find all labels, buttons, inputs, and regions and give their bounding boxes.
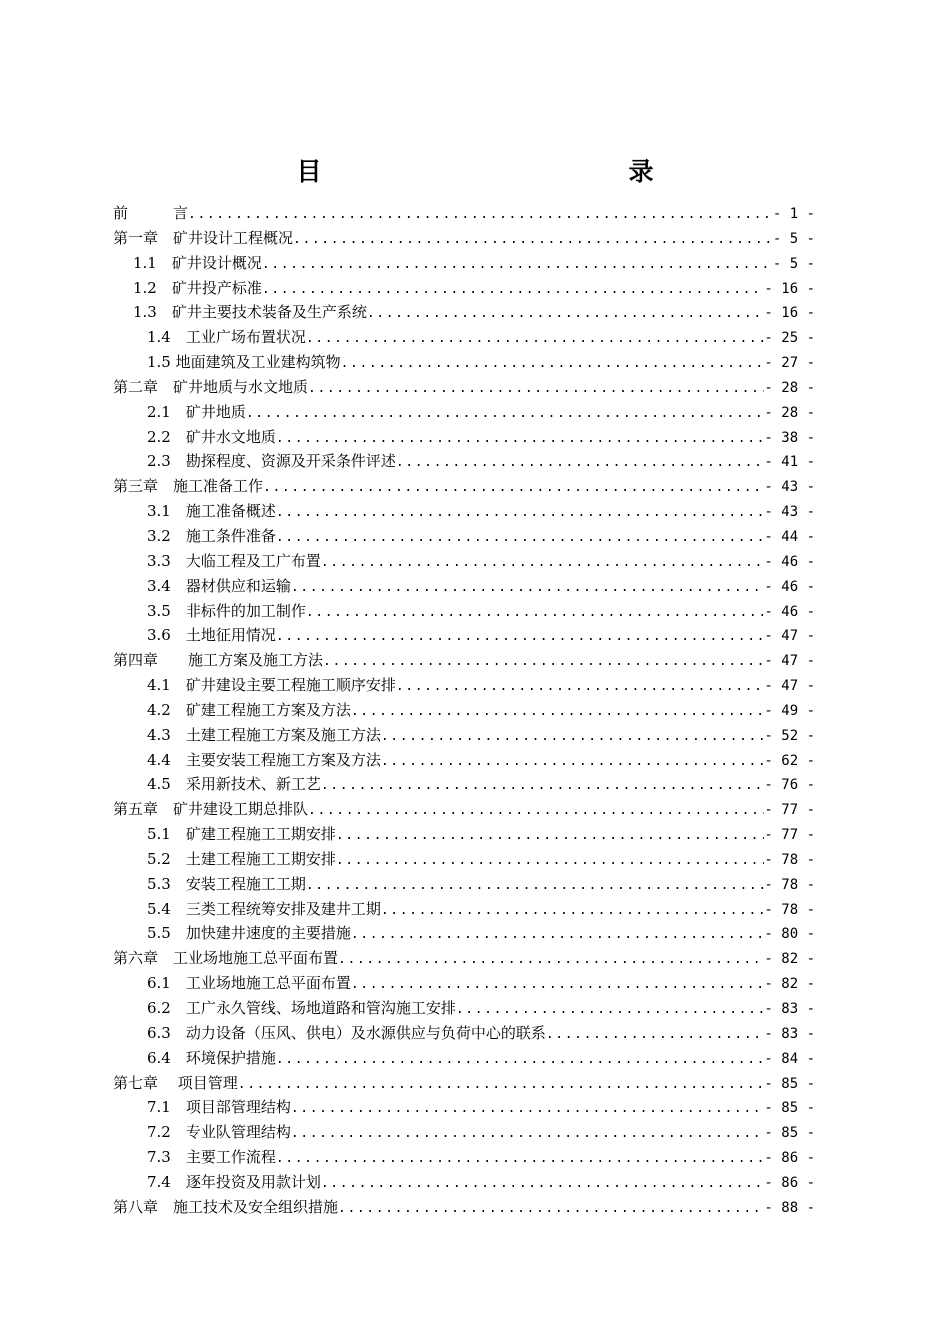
- toc-entry[interactable]: [113, 1095, 815, 1120]
- toc-entry[interactable]: [113, 499, 815, 524]
- dot-leader: [367, 302, 765, 327]
- toc-entry[interactable]: [113, 996, 815, 1021]
- toc-entry[interactable]: [113, 375, 815, 400]
- toc-entry-page-number: - 78 -: [764, 851, 815, 868]
- toc-entry-label: 5.2 土建工程施工工期安排: [147, 849, 336, 868]
- toc-entry-label: 2.2 矿井水文地质: [147, 427, 276, 446]
- toc-entry[interactable]: [113, 201, 815, 226]
- dot-leader: [456, 998, 765, 1023]
- toc-entry-label: 6.3 动力设备（压风、供电）及水源供应与负荷中心的联系: [147, 1023, 546, 1042]
- dot-leader: [306, 601, 765, 626]
- toc-entry[interactable]: [113, 524, 815, 549]
- toc-entry-label: 第二章 矿井地质与水文地质: [113, 377, 309, 396]
- dot-leader: [262, 253, 773, 278]
- toc-entry-label: 7.2 专业队管理结构: [147, 1123, 291, 1142]
- dot-leader: [381, 899, 765, 924]
- dot-leader: [276, 625, 765, 650]
- toc-entry-page-number: - 28 -: [764, 379, 815, 396]
- toc-entry-label: 7.4 逐年投资及用款计划: [147, 1172, 321, 1191]
- toc-entry[interactable]: [113, 648, 815, 673]
- toc-entry-page-number: - 85 -: [764, 1075, 815, 1092]
- toc-entry[interactable]: [113, 872, 815, 897]
- dot-leader: [351, 923, 765, 948]
- page-title: 目 录: [296, 157, 712, 186]
- toc-entry-page-number: - 83 -: [764, 1001, 815, 1017]
- toc-entry-page-number: - 27 -: [764, 355, 815, 372]
- dot-leader: [188, 203, 773, 228]
- toc-entry-label: 7.1 项目部管理结构: [147, 1098, 291, 1117]
- toc-entry[interactable]: [113, 772, 815, 797]
- dot-leader: [381, 725, 765, 750]
- dot-leader: [351, 973, 765, 998]
- toc-entry[interactable]: [113, 921, 815, 946]
- toc-entry[interactable]: [113, 1046, 815, 1071]
- dot-leader: [336, 849, 765, 874]
- toc-entry-page-number: - 38 -: [764, 429, 815, 446]
- toc-entry-label: 1.1 矿井设计概况: [133, 253, 262, 272]
- toc-entry-label: 4.5 采用新技术、新工艺: [147, 775, 321, 794]
- toc-entry-page-number: - 5 -: [772, 230, 815, 247]
- dot-leader: [291, 1097, 765, 1122]
- toc-entry-label: 2.1 矿井地质: [147, 402, 246, 421]
- toc-entry-page-number: - 88 -: [764, 1199, 815, 1216]
- toc-entry-page-number: - 80 -: [764, 926, 815, 943]
- toc-entry[interactable]: [113, 847, 815, 872]
- toc-entry-page-number: - 47 -: [764, 653, 815, 670]
- toc-entry-page-number: - 85 -: [764, 1125, 815, 1142]
- toc-entry[interactable]: [113, 971, 815, 996]
- toc-entry[interactable]: [113, 350, 815, 375]
- toc-entry-page-number: - 43 -: [764, 479, 815, 496]
- toc-entry[interactable]: [113, 300, 815, 325]
- dot-leader: [263, 476, 764, 501]
- dot-leader: [321, 1172, 765, 1197]
- toc-entry-page-number: - 47 -: [764, 628, 815, 645]
- dot-leader: [338, 948, 764, 973]
- toc-entry-page-number: - 16 -: [764, 280, 815, 297]
- dot-leader: [276, 1147, 765, 1172]
- toc-entry[interactable]: [113, 1195, 815, 1220]
- toc-entry[interactable]: [113, 673, 815, 698]
- toc-entry-page-number: - 46 -: [764, 578, 815, 595]
- toc-entry[interactable]: [113, 1120, 815, 1145]
- toc-entry-label: 4.3 土建工程施工方案及施工方法: [147, 725, 381, 744]
- toc-entry[interactable]: [113, 325, 815, 350]
- toc-entry-page-number: - 44 -: [764, 528, 815, 545]
- toc-entry[interactable]: [113, 1021, 815, 1046]
- toc-entry-page-number: - 85 -: [764, 1100, 815, 1117]
- table-of-contents: [113, 201, 815, 1220]
- dot-leader: [381, 750, 765, 775]
- dot-leader: [276, 501, 765, 526]
- toc-entry-page-number: - 78 -: [764, 876, 815, 893]
- toc-entry-label: 5.5 加快建井速度的主要措施: [147, 924, 351, 943]
- toc-entry-label: 1.4 工业广场布置状况: [147, 328, 306, 347]
- toc-entry-page-number: - 84 -: [764, 1050, 815, 1067]
- toc-entry[interactable]: [113, 797, 815, 822]
- toc-entry-label: 第三章 施工准备工作: [113, 477, 264, 496]
- toc-entry-label: 第五章 矿井建设工期总排队: [113, 800, 309, 819]
- toc-entry-page-number: - 78 -: [764, 901, 815, 918]
- toc-entry[interactable]: [113, 946, 815, 971]
- toc-entry-page-number: - 83 -: [764, 1025, 815, 1042]
- toc-entry-label: 1.3 矿井主要技术装备及生产系统: [133, 303, 367, 322]
- toc-entry-label: 3.4 器材供应和运输: [147, 576, 291, 595]
- dot-leader: [308, 799, 764, 824]
- toc-entry-page-number: - 28 -: [764, 404, 815, 421]
- toc-entry-label: 1.2 矿井投产标准: [133, 278, 262, 297]
- dot-leader: [293, 228, 773, 253]
- toc-entry-label: 3.5 非标件的加工制作: [147, 601, 306, 620]
- toc-entry[interactable]: [113, 449, 815, 474]
- dot-leader: [321, 551, 765, 576]
- toc-entry-label: 第八章 施工技术及安全组织措施: [113, 1197, 339, 1216]
- dot-leader: [323, 650, 764, 675]
- dot-leader: [291, 1122, 765, 1147]
- toc-entry-label: 4.1 矿井建设主要工程施工顺序安排: [147, 676, 396, 695]
- toc-entry-page-number: - 47 -: [764, 678, 815, 695]
- toc-entry-label: 4.4 主要安装工程施工方案及方法: [147, 750, 381, 769]
- toc-entry-label: 第一章 矿井设计工程概况: [113, 228, 294, 247]
- toc-entry-label: 4.2 矿建工程施工方案及方法: [147, 700, 351, 719]
- toc-entry-label: 1.5 地面建筑及工业建构筑物: [147, 353, 341, 372]
- toc-entry-page-number: - 86 -: [764, 1150, 815, 1167]
- toc-entry-label: 5.1 矿建工程施工工期安排: [147, 825, 336, 844]
- dot-leader: [262, 278, 765, 303]
- toc-entry[interactable]: [113, 1145, 815, 1170]
- dot-leader: [396, 675, 765, 700]
- toc-entry[interactable]: [113, 549, 815, 574]
- toc-entry[interactable]: [113, 599, 815, 624]
- dot-leader: [276, 427, 765, 452]
- toc-entry-page-number: - 86 -: [764, 1174, 815, 1191]
- toc-entry[interactable]: [113, 400, 815, 425]
- toc-entry-page-number: - 41 -: [764, 454, 815, 471]
- dot-leader: [291, 576, 765, 601]
- toc-entry-page-number: - 5 -: [772, 255, 815, 272]
- dot-leader: [396, 451, 765, 476]
- toc-entry-page-number: - 82 -: [764, 951, 815, 968]
- toc-entry[interactable]: [113, 822, 815, 847]
- toc-entry[interactable]: [113, 574, 815, 599]
- toc-entry[interactable]: [113, 251, 815, 276]
- toc-entry[interactable]: [113, 425, 815, 450]
- toc-entry-page-number: - 76 -: [764, 777, 815, 794]
- toc-entry[interactable]: [113, 474, 815, 499]
- toc-entry-page-number: - 62 -: [764, 752, 815, 769]
- toc-entry-label: 3.6 土地征用情况: [147, 626, 276, 645]
- toc-entry-label: 6.4 环境保护措施: [147, 1048, 276, 1067]
- toc-entry[interactable]: [113, 226, 815, 251]
- toc-entry[interactable]: [113, 1170, 815, 1195]
- toc-entry-label: 第六章 工业场地施工总平面布置: [113, 949, 339, 968]
- toc-entry-label: 6.2 工广永久管线、场地道路和管沟施工安排: [147, 999, 456, 1017]
- toc-entry-page-number: - 52 -: [764, 727, 815, 744]
- toc-entry-label: 3.3 大临工程及工广布置: [147, 551, 321, 570]
- toc-entry[interactable]: [113, 1071, 815, 1096]
- toc-entry[interactable]: [113, 897, 815, 922]
- toc-entry-label: 6.1 工业场地施工总平面布置: [147, 974, 351, 993]
- dot-leader: [351, 700, 765, 725]
- toc-entry-page-number: - 49 -: [764, 702, 815, 719]
- toc-entry[interactable]: [113, 623, 815, 648]
- toc-entry-page-number: - 1 -: [772, 206, 815, 222]
- toc-entry-page-number: - 43 -: [764, 504, 815, 521]
- toc-entry[interactable]: [113, 748, 815, 773]
- toc-entry[interactable]: [113, 698, 815, 723]
- toc-entry-label: 前 言: [113, 204, 189, 222]
- toc-entry-label: 3.1 施工准备概述: [147, 502, 276, 521]
- dot-leader: [306, 874, 765, 899]
- toc-entry[interactable]: [113, 723, 815, 748]
- toc-entry-label: 7.3 主要工作流程: [147, 1148, 276, 1167]
- toc-entry-page-number: - 25 -: [764, 330, 815, 347]
- toc-entry-label: 第七章 项目管理: [113, 1073, 238, 1092]
- dot-leader: [341, 352, 765, 377]
- dot-leader: [276, 1048, 765, 1073]
- toc-entry-page-number: - 82 -: [764, 976, 815, 993]
- toc-entry[interactable]: [113, 276, 815, 301]
- toc-entry-label: 第四章 施工方案及施工方法: [113, 651, 324, 670]
- toc-entry-page-number: - 46 -: [764, 553, 815, 570]
- toc-entry-label: 2.3 勘探程度、资源及开采条件评述: [147, 452, 396, 471]
- toc-entry-page-number: - 16 -: [764, 305, 815, 322]
- dot-leader: [321, 774, 765, 799]
- toc-entry-page-number: - 77 -: [764, 802, 815, 819]
- toc-entry-page-number: - 77 -: [764, 827, 815, 844]
- toc-entry-label: 5.3 安装工程施工工期: [147, 874, 306, 893]
- toc-entry-label: 5.4 三类工程统筹安排及建井工期: [147, 899, 381, 918]
- dot-leader: [306, 327, 765, 352]
- toc-entry-page-number: - 46 -: [764, 603, 815, 620]
- dot-leader: [338, 1197, 764, 1222]
- dot-leader: [238, 1073, 765, 1098]
- dot-leader: [308, 377, 764, 402]
- dot-leader: [246, 402, 765, 427]
- toc-entry-label: 3.2 施工条件准备: [147, 526, 276, 545]
- dot-leader: [276, 526, 765, 551]
- dot-leader: [546, 1023, 765, 1048]
- dot-leader: [336, 824, 765, 849]
